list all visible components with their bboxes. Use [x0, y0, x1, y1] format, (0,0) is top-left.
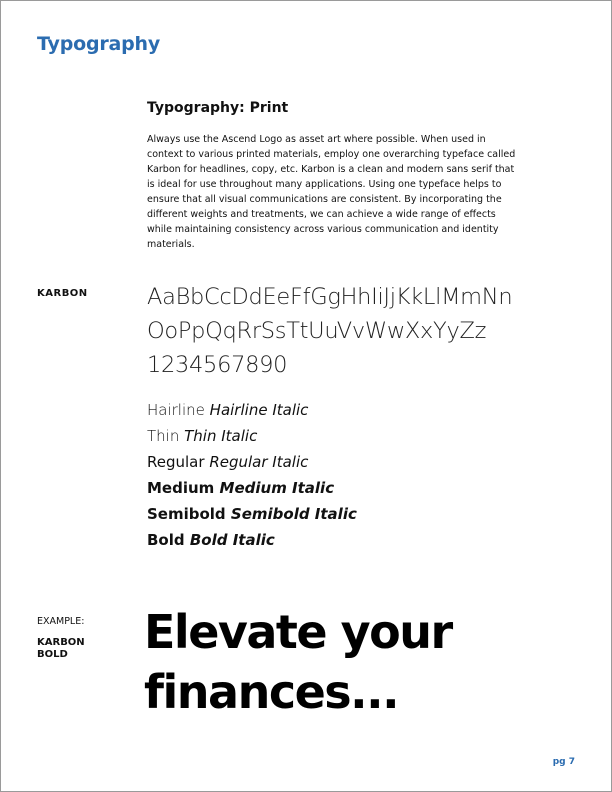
weight-name: Medium: [147, 479, 215, 497]
specimen-numerals: 1234567890: [147, 352, 288, 378]
weight-name: Bold: [147, 531, 185, 549]
weight-name: Regular: [147, 453, 205, 471]
specimen-line-1: AaBbCcDdEeFfGgHhIiJjKkLlMmNn: [147, 284, 513, 310]
example-headline-line-1: Elevate your: [144, 605, 452, 659]
weight-italic-name: Thin Italic: [184, 427, 258, 445]
page-number: pg 7: [552, 757, 575, 767]
example-headline-line-2: finances...: [144, 665, 399, 719]
specimen-line-2: OoPpQqRrSsTtUuVvWwXxYyZz: [147, 318, 487, 344]
weight-bold: [147, 531, 357, 557]
example-font-line-2: BOLD: [37, 649, 68, 660]
weight-regular: [147, 453, 357, 479]
weight-thin: [147, 427, 357, 453]
example-font-line-1: KARBON: [37, 637, 85, 648]
example-font-label: [37, 637, 117, 661]
sub-title: Typography: Print: [147, 100, 289, 116]
weight-italic-name: Bold Italic: [189, 531, 275, 549]
weight-list: [147, 401, 357, 557]
font-name-label: KARBON: [37, 288, 88, 299]
weight-italic-name: Semibold Italic: [230, 505, 357, 523]
example-label: EXAMPLE:: [37, 616, 85, 627]
weight-italic-name: Regular Italic: [209, 453, 309, 471]
weight-medium: [147, 479, 357, 505]
weight-name: Hairline: [147, 401, 205, 419]
weight-italic-name: Hairline Italic: [209, 401, 309, 419]
weight-name: Semibold: [147, 505, 226, 523]
weight-italic-name: Medium Italic: [219, 479, 335, 497]
section-title: Typography: [37, 33, 161, 55]
weight-name: Thin: [147, 427, 180, 445]
intro-paragraph: Always use the Ascend Logo as asset art where possible. When used in context to various printed materials, employ one overarching typeface called Karbon for headlines, copy, etc. Karbon is a clean and modern sans serif that is ideal for use throughout many applications. Using one typeface helps to ensure that all visual communications are consistent. By incorporating the different weights and treatments, we can achieve a wide range of effects while maintaining consistency across various communication and identity materials.: [147, 134, 516, 250]
weight-hairline: [147, 401, 357, 427]
weight-semibold: [147, 505, 357, 531]
